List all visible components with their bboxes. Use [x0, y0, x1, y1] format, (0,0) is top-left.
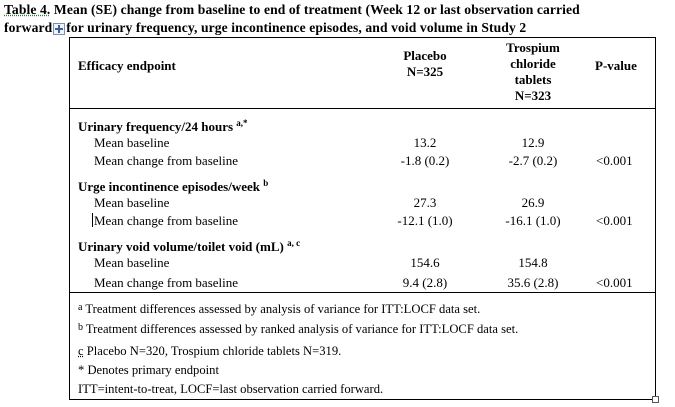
footnote-mark: a: [78, 302, 83, 313]
section-footnote-mark: a, c: [287, 238, 301, 248]
section-title-text: Urinary frequency/24 hours: [78, 119, 234, 134]
trospium-value: 154.8: [518, 255, 548, 270]
section-title-text: Urinary void volume/toilet void (mL): [78, 239, 284, 254]
p-value: <0.001: [596, 153, 633, 168]
header-pvalue: P-value: [595, 58, 637, 73]
row-label: Mean baseline: [94, 135, 170, 150]
trospium-value: -16.1 (1.0): [505, 213, 561, 228]
table-caption: [4, 1, 672, 37]
table-resize-handle[interactable]: [652, 396, 659, 403]
trospium-value: -2.7 (0.2): [508, 153, 558, 168]
caption-title-part-2: forward: [4, 20, 53, 35]
caption-title-part-3: for urinary frequency, urge incontinence episodes, and void volume in Study 2: [66, 20, 527, 35]
header-placebo-n: N=325: [406, 64, 444, 79]
header-placebo: [370, 48, 480, 80]
placebo-value: 13.2: [413, 135, 437, 150]
placebo-value: -12.1 (1.0): [397, 213, 453, 228]
footnote-abbreviations: ITT=intent-to-treat, LOCF=last observation carried forward.: [78, 382, 384, 396]
header-trospium-line-4: N=323: [514, 88, 552, 103]
footnote-text: Placebo N=320, Trospium chloride tablets N=319.: [83, 344, 342, 358]
footnote-a: [78, 300, 480, 317]
footnote-text: Treatment differences assessed by ranked analysis of variance for ITT:LOCF data set.: [83, 322, 519, 336]
trospium-value: 26.9: [521, 195, 545, 210]
caption-line-2: [4, 19, 672, 37]
section-title-void-volume: [78, 235, 300, 255]
header-trospium-line-1: Trospium: [506, 40, 560, 55]
row-label: Mean change from baseline: [94, 213, 239, 228]
footnote-b: [78, 320, 518, 337]
caption-title-part-1: Mean (SE) change from baseline to end of treatment (Week 12 or last observation carried: [50, 2, 580, 17]
table-label: Table 4.: [4, 2, 51, 17]
footnote-text: Treatment differences assessed by analysis of variance for ITT:LOCF data set.: [82, 302, 481, 316]
trospium-value: 35.6 (2.8): [507, 275, 559, 290]
footnote-separator: [70, 292, 655, 293]
footnote-star: * Denotes primary endpoint: [78, 363, 219, 377]
header-endpoint: Efficacy endpoint: [78, 58, 176, 73]
footnote-mark: c: [78, 344, 84, 358]
placebo-value: 9.4 (2.8): [402, 275, 448, 290]
section-footnote-mark: b: [263, 178, 269, 188]
caption-line-1: [4, 1, 672, 19]
header-separator: [70, 108, 655, 109]
section-title-urinary-frequency: [78, 115, 248, 135]
row-label: Mean baseline: [94, 195, 170, 210]
placebo-value: 154.6: [410, 255, 440, 270]
row-label: Mean baseline: [94, 255, 170, 270]
section-title-text: Urge incontinence episodes/week: [78, 179, 260, 194]
p-value: <0.001: [596, 275, 633, 290]
footnote-mark: b: [78, 322, 83, 333]
row-label-with-cursor[interactable]: [92, 213, 238, 229]
placebo-value: -1.8 (0.2): [400, 153, 450, 168]
efficacy-table: [69, 37, 656, 400]
placebo-value: 27.3: [413, 195, 437, 210]
section-footnote-mark: a,*: [236, 118, 248, 128]
p-value: <0.001: [596, 213, 633, 228]
header-trospium-line-2: chloride: [510, 56, 556, 71]
table-move-handle-icon[interactable]: [53, 23, 65, 35]
header-trospium: [486, 40, 580, 104]
row-label: Mean change from baseline: [94, 275, 239, 290]
header-trospium-line-3: tablets: [514, 72, 552, 87]
text-cursor: [92, 213, 93, 227]
header-placebo-name: Placebo: [403, 48, 447, 63]
footnote-c: [78, 343, 341, 359]
row-label: Mean change from baseline: [94, 153, 239, 168]
trospium-value: 12.9: [521, 135, 545, 150]
section-title-urge-incontinence: [78, 175, 268, 195]
